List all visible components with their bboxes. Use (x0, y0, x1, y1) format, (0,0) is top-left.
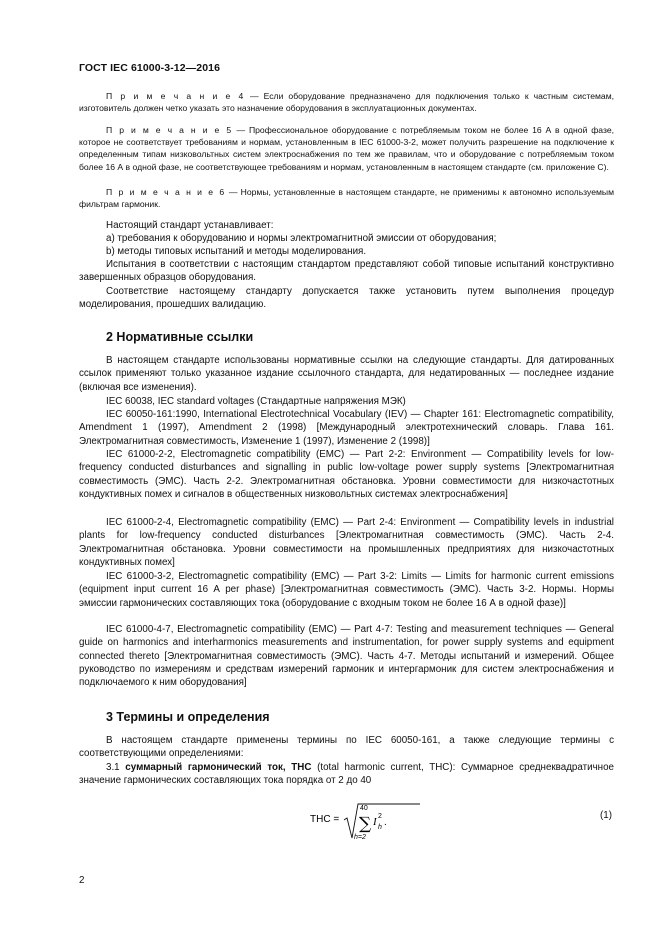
formula-superscript: 2 (378, 813, 382, 820)
note-label: П р и м е ч а н и е 5 (106, 125, 233, 135)
sqrt-sign (344, 804, 420, 838)
section-3-paragraph: В настоящем стандарте применены термины по IEC 60050-161, а также следующие термины с соответствующими определениями: (79, 735, 614, 760)
note-text: — Профессиональное оборудование с потребляемым током не более 16 А в одной фазе, которое не соответствует требованиям и нормам, установленным в IEC 61000-3-2, может получить разрешение на подключение к определенным типам низковольтных систем электроснабжения по тем же правилам, что и оборудование с потребляемым током более 16 А в одной фазе, не соответствующее требованиям и нормам, установленным в настоящем стандарте (см. приложение С). (79, 125, 614, 172)
section-2-title: 2 Нормативные ссылки (106, 330, 254, 344)
section-2-paragraph: В настоящем стандарте использованы нормативные ссылки на следующие стандарты. Для датированных ссылок применяют только указанное издание ссылочного стандарта, для недатированных — последнее издание (включая все изменения). (79, 355, 614, 393)
formula-lhs: THC = (310, 814, 340, 825)
note-4 (79, 90, 614, 114)
thc-formula (310, 800, 610, 842)
intro-paragraph-4: Испытания в соответствии с настоящим стандартом представляют собой типовые испытаний конструктивно завершенных образцов оборудования. (79, 259, 614, 284)
term-number: 3.1 (106, 762, 126, 773)
reference-item: IEC 60050-161:1990, International Electrotechnical Vocabulary (IEV) — Chapter 161: Electromagnetic compatibility, Amendment 1 (1997), Amendment 2 (1998) [Международный электротехнический словарь. Глава 161. Электромагнитная совместимость, Изменение 1 (1997), Изменение 2 (1998)] (79, 409, 614, 447)
page-number: 2 (79, 875, 85, 886)
reference-item: IEC 61000-3-2, Electromagnetic compatibility (EMC) — Part 3-2: Limits — Limits for harmonic current emissions (equipment input current 16 A per phase) [Электромагнитная совместимость (ЭМС). Часть 3-2. Нормы. Нормы эмиссии гармонических составляющих тока (оборудование с входным током не более 16 А в одной фазе)] (79, 571, 614, 609)
reference-item: IEC 60038, IEC standard voltages (Стандартные напряжения МЭК) (106, 396, 406, 407)
note-text: — Если оборудование предназначено для подключения только к частным системам, изготовитель должен четко указать это назначение оборудования в эксплуатационных документах. (79, 91, 614, 114)
section-3-title: 3 Термины и определения (106, 710, 270, 724)
formula-number: (1) (600, 810, 612, 821)
note-6 (79, 186, 614, 210)
reference-item: IEC 61000-2-4, Electromagnetic compatibility (EMC) — Part 2-4: Environment — Compatibility levels in industrial plants for low-frequency conducted disturbances [Электромагнитная совместимость (ЭМС). Часть 2-4. Электромагнитная обстановка. Уровни совместимости на промышленных предприятиях для низкочастотных кондуктивных помех] (79, 517, 614, 568)
intro-paragraph-5: Соответствие настоящему стандарту допускается также установить путем выполнения процедур моделирования, прошедших валидацию. (79, 286, 614, 311)
intro-paragraph-2: а) требования к оборудованию и нормы электромагнитной эмиссии от оборудования; (106, 233, 497, 244)
intro-paragraph-1: Настоящий стандарт устанавливает: (106, 220, 274, 231)
note-5 (79, 124, 614, 173)
term-name: суммарный гармонический ток, THC (125, 762, 312, 773)
intro-paragraph-3: b) методы типовых испытаний и методы моделирования. (106, 246, 367, 257)
sum-sign: ∑ (359, 814, 372, 834)
reference-item: IEC 61000-2-2, Electromagnetic compatibility (EMC) — Part 2-2: Environment — Compatibility levels for low-frequency conducted disturbances and signalling in public low-voltage power supply systems [Электромагнитная совместимость (ЭМС). Часть 2-2. Электромагнитная обстановка. Уровни совместимости для низкочастотных кондуктивных помех и сигналов в общественных низковольтных системах электроснабжения] (79, 449, 614, 500)
formula-subscript: h (378, 824, 382, 831)
note-label: П р и м е ч а н и е 4 (106, 91, 245, 101)
term-text: (total harmonic current, THC): Суммарное среднеквадратичное значение гармонических составляющих тока порядка от 2 до 40 (79, 762, 614, 787)
formula-variable: I (373, 816, 377, 828)
reference-item: IEC 61000-4-7, Electromagnetic compatibility (EMC) — Part 4-7: Testing and measurement techniques — General guide on harmonics and interharmonics measurements and instrumentation, for power supply systems and equipment connected thereto [Электромагнитная совместимость (ЭМС). Часть 4-7. Методы испытаний и измерений. Общее руководство по измерениям и средствам измерений гармоник и интергармоник для систем электроснабжения и подключаемого к ним оборудования] (79, 624, 614, 689)
term-definition (79, 761, 614, 788)
note-label: П р и м е ч а н и е 6 (106, 187, 226, 197)
formula-tail: . (384, 817, 387, 828)
sum-upper-limit: 40 (360, 805, 368, 812)
sum-lower-limit: h=2 (354, 834, 366, 841)
document-header: ГОСТ IEC 61000-3-12—2016 (79, 62, 221, 74)
note-text: — Нормы, установленные в настоящем стандарте, не применимы к автономно используемым фильтрам гармоник. (79, 187, 614, 210)
